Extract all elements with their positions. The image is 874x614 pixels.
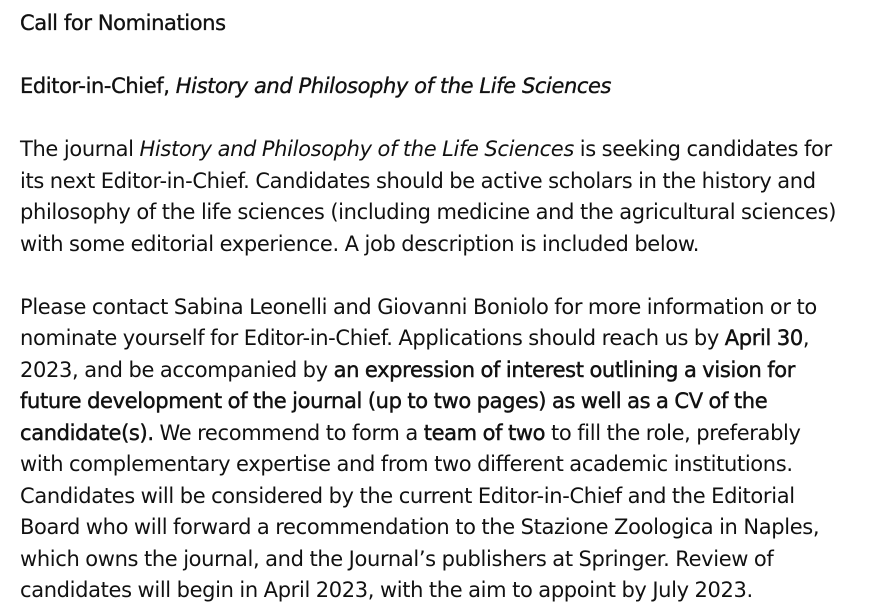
position-heading: [20, 71, 868, 101]
app-line-6: with complementary expertise and from two different academic institutions.: [20, 452, 793, 476]
app-line-1: Please contact Sabina Leonelli and Giovanni Boniolo for more information or to: [20, 294, 817, 319]
application-paragraph: [20, 292, 868, 607]
app-line-10: candidates will begin in April 2023, with the aim to appoint by July 2023.: [20, 578, 753, 602]
app-line-8: Board who will forward a recommendation to the Stazione Zoologica in Naples,: [20, 515, 820, 539]
app-line-5-text: We recommend to form a: [153, 420, 424, 445]
app-line-2-comma: ,: [802, 326, 810, 350]
app-line-3: [20, 355, 868, 387]
intro-text-1: The journal: [20, 137, 140, 161]
intro-line-1: [20, 134, 868, 166]
app-line-3-text: 2023, and be accompanied by: [20, 357, 334, 382]
requirements-emphasis-3: candidate(s).: [20, 420, 154, 445]
requirements-emphasis-1: an expression of interest outlining a vision for: [333, 357, 796, 382]
title-text: Call for Nominations: [20, 11, 226, 35]
team-emphasis: team of two: [423, 420, 546, 445]
intro-paragraph: [20, 134, 868, 260]
deadline-date: April 30: [724, 326, 803, 350]
intro-line-3: philosophy of the life sciences (including medicine and the agricultural sciences): [20, 200, 837, 224]
document-title: [20, 8, 868, 38]
intro-text-2: is seeking candidates for: [573, 137, 832, 161]
app-line-4: future development of the journal (up to two pages) as well as a CV of the: [20, 389, 768, 413]
app-line-9: which owns the journal, and the Journal’s publishers at Springer. Review of: [20, 546, 774, 571]
position-role: Editor-in-Chief,: [20, 74, 176, 98]
app-line-2-text: nominate yourself for Editor-in-Chief. Applications should reach us by: [20, 326, 725, 350]
intro-line-4: with some editorial experience. A job description is included below.: [20, 231, 700, 256]
app-line-2: [20, 323, 868, 355]
app-line-5: [20, 418, 868, 450]
app-line-7: Candidates will be considered by the current Editor-in-Chief and the Editorial: [20, 483, 795, 508]
app-line-5-tail: to fill the role, preferably: [545, 420, 801, 445]
intro-journal-title: History and Philosophy of the Life Sciences: [139, 137, 574, 161]
intro-line-2: its next Editor-in-Chief. Candidates should be active scholars in the history and: [20, 168, 816, 193]
journal-title: History and Philosophy of the Life Sciences: [175, 74, 612, 98]
